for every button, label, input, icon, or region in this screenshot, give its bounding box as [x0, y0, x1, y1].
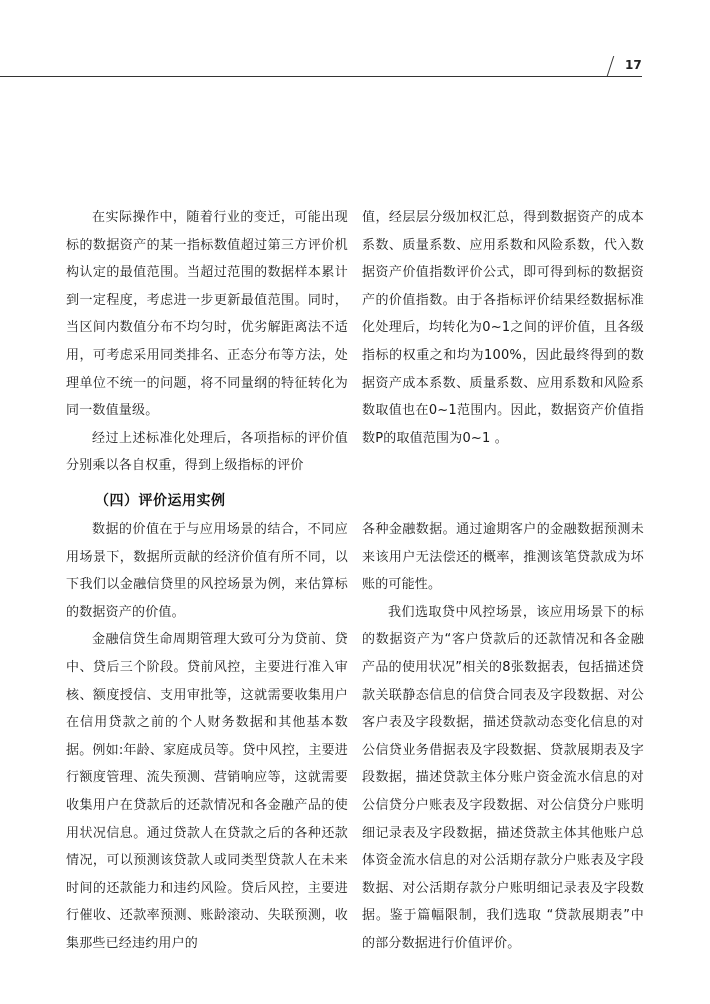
- section-heading: （四）评价运用实例: [95, 493, 226, 509]
- paragraph: 金融信贷生命周期管理大致可分为贷前、贷中、贷后三个阶段。贷前风控，主要进行准入审核、额度授信、支用审批等，这就需要收集用户在信用贷款之前的个人财务数据和其他基本数据。例如:年龄、家庭成员等。贷中风控，主要进行额度管理、流失预测、营销响应等，这就需要收集用户在贷款后的还款情况和各金融产品的使用状况信息。通过贷款人在贷款之后的各种还款情况，可以预测该贷款人或同类型贷款人在未来时间的还款能力和违约风险。贷后风控，主要进行催收、还款率预测、账龄滚动、失联预测，收集那些已经违约用户的: [66, 632, 348, 951]
- paragraph: 经过上述标准化处理后，各项指标的评价值分别乘以各自权重，得到上级指标的评价: [66, 430, 348, 474]
- paragraph-continuation: 各种金融数据。通过逾期客户的金融数据预测未来该用户无法偿还的概率，推测该笔贷款成为坏账的可能性。: [362, 522, 644, 593]
- paragraph: 我们选取贷中风控场景，该应用场景下的标的数据资产为“客户贷款后的还款情况和各金融产品的使用状况”相关的8张数据表，包括描述贷款关联静态信息的信贷合同表及字段数据、对公客户表及字段数据，描述贷款动态变化信息的对公信贷业务借据表及字段数据、贷款展期表及字段数据，描述贷款主体分账户资金流水信息的对公信贷分户账表及字段数据、对公信贷分户账明细记录表及字段数据，描述贷款主体其他账户总体资金流水信息的对公活期存款分户账表及字段数据、对公活期存款分户账明细记录表及字段数据。鉴于篇幅限制，我们选取 “贷款展期表”中的部分数据进行价值评价。: [362, 604, 644, 951]
- paragraph: 在实际操作中，随着行业的变迁，可能出现标的数据资产的某一指标数值超过第三方评价机构认定的最值范围。当超过范围的数据样本累计到一定程度，考虑进一步更新最值范围。同时，当区间内数值分布不均匀时，优劣解距离法不适用，可考虑采用同类排名、正态分布等方法，处理单位不统一的问题，将不同量纲的特征转化为同一数值量级。: [66, 210, 348, 419]
- page-number-divider: [607, 56, 615, 76]
- paragraph: 数据的价值在于与应用场景的结合，不同应用场景下，数据所贡献的经济价值有所不同，以下我们以金融信贷里的风控场景为例，来估算标的数据资产的价值。: [66, 522, 348, 620]
- section-a-left-column: [66, 204, 348, 480]
- header-rule: [0, 76, 642, 77]
- page-number: 17: [625, 58, 642, 72]
- paragraph-continuation: 值，经层层分级加权汇总，得到数据资产的成本系数、质量系数、应用系数和风险系数，代入数据资产价值指数评价公式，即可得到标的数据资产的价值指数。由于各指标评价结果经数据标准化处理后，均转化为0~1之间的评价值，且各级指标的权重之和均为100%，因此最终得到的数据资产成本系数、质量系数、应用系数和风险系数取值也在0~1范围内。因此，数据资产价值指数P的取值范围为0~1 。: [362, 210, 644, 446]
- section-b-left-column: [66, 516, 348, 958]
- section-b-right-column: [362, 516, 644, 958]
- section-a-right-column: [362, 204, 644, 452]
